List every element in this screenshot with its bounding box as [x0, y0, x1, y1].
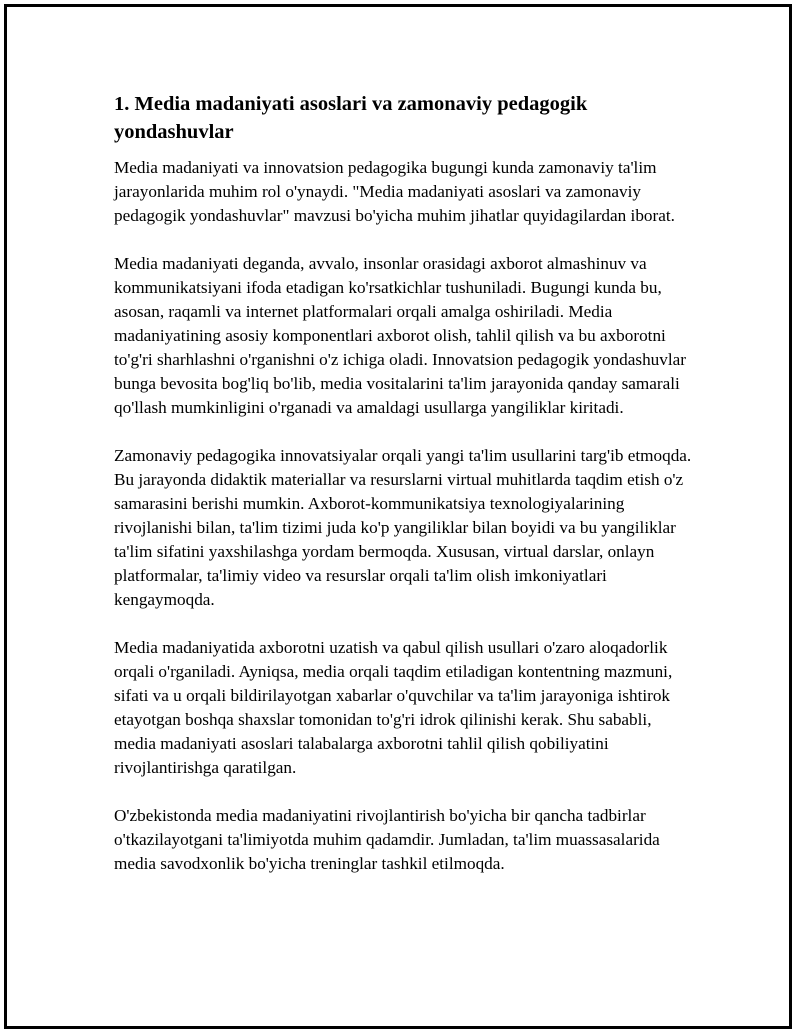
- document-body: [114, 90, 694, 900]
- paragraph-1: Media madaniyati va innovatsion pedagogika bugungi kunda zamonaviy ta'lim jarayonlarida muhim rol o'ynaydi. "Media madaniyati asoslari va zamonaviy pedagogik yondashuvlar" mavzusi bo'yicha muhim jihatlar quyidagilardan iborat.: [114, 158, 675, 225]
- paragraph-2: Media madaniyati deganda, avvalo, insonlar orasidagi axborot almashinuv va kommunikatsiyani ifoda etadigan ko'rsatkichlar tushuniladi. Bugungi kunda bu, asosan, raqamli va internet platformalari orqali amalga oshiriladi. Media madaniyatining asosiy komponentlari axborot olish, tahlil qilish va bu axborotni to'g'ri sharhlashni o'rganishni o'z ichiga oladi. Innovatsion pedagogik yondashuvlar bunga bevosita bog'liq bo'lib, media vositalarini ta'lim jarayonida qanday samarali qo'llash mumkinligini o'rganadi va amaldagi usullarga yangiliklar kiritadi.: [114, 254, 686, 417]
- section-title: 1. Media madaniyati asoslari va zamonaviy pedagogik yondashuvlar: [114, 93, 588, 143]
- paragraph-5: O'zbekistonda media madaniyatini rivojlantirish bo'yicha bir qancha tadbirlar o'tkazilayotgani ta'limiyotda muhim qadamdir. Jumladan, ta'lim muassasalarida media savodxonlik bo'yicha treninglar tashkil etilmoqda.: [114, 806, 660, 873]
- paragraph-4: Media madaniyatida axborotni uzatish va qabul qilish usullari o'zaro aloqadorlik orqali o'rganiladi. Ayniqsa, media orqali taqdim etiladigan kontentning mazmuni, sifati va u orqali bildirilayotgan xabarlar o'quvchilar va ta'lim jarayoniga ishtirok etayotgan boshqa shaxslar tomonidan to'g'ri idrok qilinishi kerak. Shu sababli, media madaniyati asoslari talabalarga axborotni tahlil qilish qobiliyatini rivojlantirishga qaratilgan.: [114, 638, 673, 777]
- paragraph-3: Zamonaviy pedagogika innovatsiyalar orqali yangi ta'lim usullarini targ'ib etmoqda. Bu jarayonda didaktik materiallar va resurslarni virtual muhitlarda taqdim etish o'z samarasini berishi mumkin. Axborot-kommunikatsiya texnologiyalarining rivojlanishi bilan, ta'lim tizimi juda ko'p yangiliklar bilan boyidi va bu yangiliklar ta'lim sifatini yaxshilashga yordam bermoqda. Xususan, virtual darslar, onlayn platformalar, ta'limiy video va resurslar orqali ta'lim olish imkoniyatlari kengaymoqda.: [114, 446, 692, 609]
